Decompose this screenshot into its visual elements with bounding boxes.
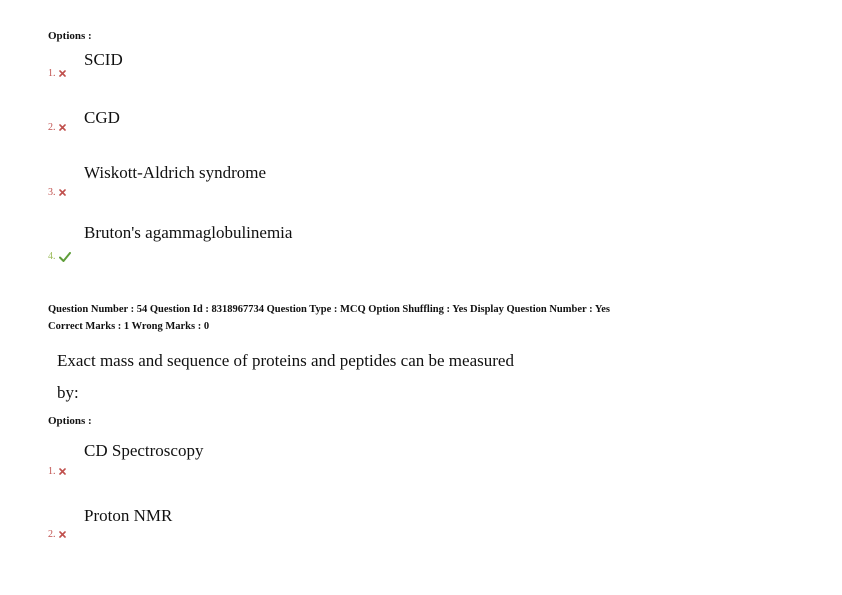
options-heading: Options : xyxy=(48,30,92,42)
option-text: Proton NMR xyxy=(84,506,173,525)
cross-icon xyxy=(59,468,66,475)
question-meta: Question Number : 54 Question Id : 8318967734 Question Type : MCQ Option Shuffling : Yes Display Question Number : Yes xyxy=(48,304,611,315)
cross-icon xyxy=(59,189,66,196)
marks-meta: Correct Marks : 1 Wrong Marks : 0 xyxy=(48,321,210,332)
option-number: 1. xyxy=(48,466,66,477)
option-text: Bruton's agammaglobulinemia xyxy=(84,223,293,242)
option-text: CGD xyxy=(84,108,120,127)
option-number: 3. xyxy=(48,187,66,198)
cross-icon xyxy=(59,70,66,77)
option-text: Wiskott-Aldrich syndrome xyxy=(84,163,267,182)
options-heading: Options : xyxy=(48,415,92,427)
question-text-continued: by: xyxy=(57,383,79,402)
cross-icon xyxy=(59,124,66,131)
option-text: CD Spectroscopy xyxy=(84,441,204,460)
check-icon xyxy=(59,252,71,262)
cross-icon xyxy=(59,531,66,538)
option-number: 2. xyxy=(48,529,66,540)
question-text: Exact mass and sequence of proteins and peptides can be measured xyxy=(57,351,514,370)
option-number: 4. xyxy=(48,251,71,262)
option-number: 2. xyxy=(48,122,66,133)
option-text: SCID xyxy=(84,50,123,69)
option-number: 1. xyxy=(48,68,66,79)
